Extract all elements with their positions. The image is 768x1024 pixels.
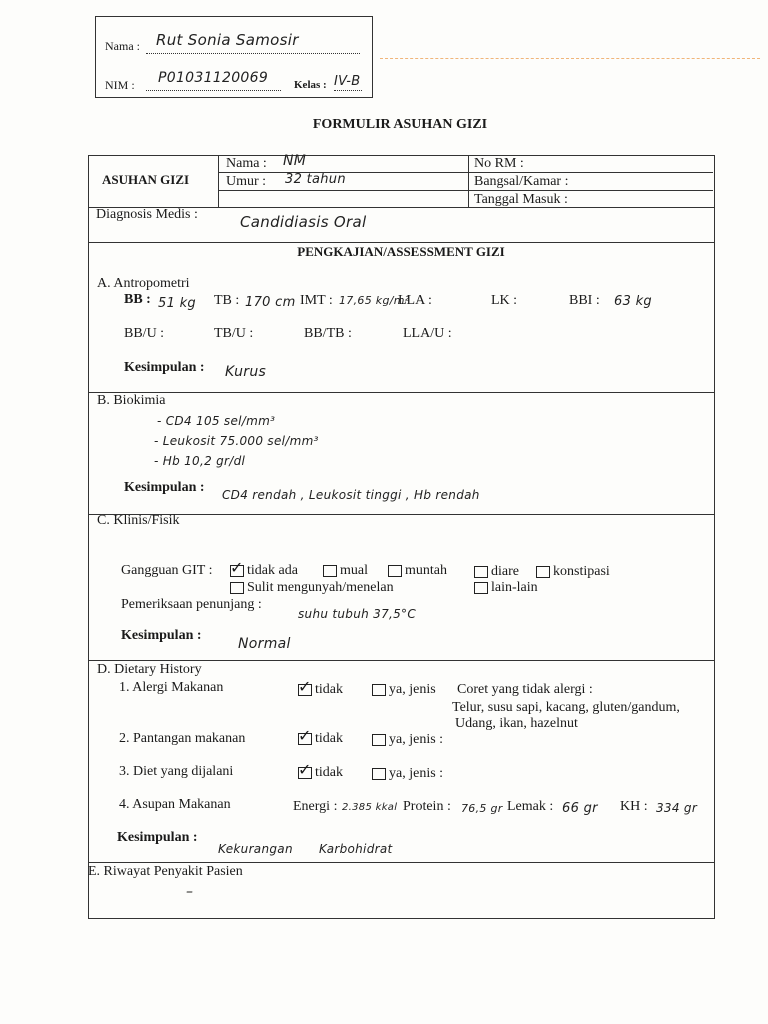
- checkbox-muntah[interactable]: [388, 565, 402, 577]
- asupan-label: 4. Asupan Makanan: [119, 797, 231, 812]
- opt-muntah[interactable]: [388, 563, 447, 579]
- patient-age-label: Umur :: [226, 174, 267, 189]
- klinis-kesimpulan-label: Kesimpulan :: [121, 628, 202, 643]
- student-nim-value: P01031120069: [158, 70, 269, 86]
- student-nim-label: NIM :: [105, 78, 135, 92]
- checkbox-mual[interactable]: [323, 565, 337, 577]
- biokimia-kesimpulan-value: CD4 rendah , Leukosit tinggi , Hb rendah: [222, 488, 480, 502]
- klinis-kesimpulan-value: Normal: [238, 636, 291, 652]
- alergi-tidak[interactable]: [298, 676, 343, 698]
- student-kelas-value: IV-B: [334, 74, 361, 89]
- opt-mual-label: mual: [340, 563, 368, 578]
- diet-label: 3. Diet yang dijalani: [119, 764, 234, 779]
- pantangan-ya[interactable]: [372, 732, 443, 748]
- opt-tidak-ada-label: tidak ada: [247, 563, 298, 578]
- bangsal-label: Bangsal/Kamar :: [474, 174, 569, 189]
- patient-age-value: 32 tahun: [285, 172, 346, 187]
- form-title: FORMULIR ASUHAN GIZI: [312, 117, 488, 132]
- bb-label: BB :: [124, 292, 151, 307]
- check-icon: ✓: [298, 676, 312, 696]
- opt-diare[interactable]: [474, 564, 519, 580]
- penunjang-value: suhu tubuh 37,5°C: [298, 607, 417, 621]
- alergi-list-2: Udang, ikan, hazelnut: [455, 716, 578, 731]
- coret-label: Coret yang tidak alergi :: [457, 682, 593, 697]
- opt-sulit-label: Sulit mengunyah/menelan: [247, 580, 394, 595]
- biokimia-heading: B. Biokimia: [97, 393, 166, 408]
- opt-sulit[interactable]: [230, 580, 394, 596]
- lemak-value: 66 gr: [562, 801, 598, 816]
- protein-value: 76,5 gr: [461, 802, 503, 815]
- opt-lain-label: lain-lain: [491, 580, 538, 595]
- student-name-dotline: [146, 53, 360, 54]
- check-icon: ✓: [230, 557, 244, 577]
- alergi-list-1: Telur, susu sapi, kacang, gluten/gandum,: [452, 700, 680, 715]
- riwayat-value: –: [186, 884, 194, 900]
- pantangan-tidak[interactable]: [298, 725, 343, 747]
- lla-label: LLA :: [398, 293, 432, 308]
- checkbox-alergi-ya[interactable]: [372, 684, 386, 696]
- no-rm-label: No RM :: [474, 156, 524, 171]
- lk-label: LK :: [491, 293, 518, 308]
- diagnosis-value: Candidiasis Oral: [240, 213, 367, 231]
- biokimia-item-2: - Leukosit 75.000 sel/mm³: [154, 434, 319, 448]
- lemak-label: Lemak :: [507, 799, 554, 814]
- student-name-value: Rut Sonia Samosir: [156, 31, 299, 49]
- tbu-label: TB/U :: [214, 326, 254, 341]
- patient-name-value: NM: [283, 153, 307, 169]
- student-kelas-dotline: [334, 90, 362, 91]
- checkbox-konstipasi[interactable]: [536, 566, 550, 578]
- student-name-label: Nama :: [105, 39, 140, 53]
- penunjang-label: Pemeriksaan penunjang :: [121, 597, 262, 612]
- biokimia-item-3: - Hb 10,2 gr/dl: [154, 454, 246, 468]
- llau-label: LLA/U :: [403, 326, 452, 341]
- checkbox-diet-tidak[interactable]: [298, 759, 312, 779]
- antropometri-heading: A. Antropometri: [97, 276, 190, 291]
- dietary-kesimpulan-value: Kekurangan Karbohidrat: [218, 842, 393, 856]
- top-dotted-rule: [380, 58, 760, 59]
- checkbox-tidak-ada[interactable]: [230, 557, 244, 577]
- diet-tidak-label: tidak: [315, 765, 343, 780]
- alergi-ya[interactable]: [372, 682, 436, 698]
- student-kelas-label: Kelas :: [294, 79, 327, 91]
- student-header-box: [95, 16, 373, 98]
- checkbox-diet-ya[interactable]: [372, 768, 386, 780]
- kh-label: KH :: [620, 799, 648, 814]
- opt-konstipasi-label: konstipasi: [553, 564, 610, 579]
- alergi-tidak-label: tidak: [315, 682, 343, 697]
- assessment-title: PENGKAJIAN/ASSESSMENT GIZI: [297, 244, 505, 259]
- checkbox-pantangan-tidak[interactable]: [298, 725, 312, 745]
- pantangan-tidak-label: tidak: [315, 731, 343, 746]
- opt-lain[interactable]: [474, 580, 538, 596]
- checkbox-lain[interactable]: [474, 582, 488, 594]
- checkbox-alergi-tidak[interactable]: [298, 676, 312, 696]
- opt-muntah-label: muntah: [405, 563, 447, 578]
- diet-tidak[interactable]: [298, 759, 343, 781]
- bbi-label: BBI :: [569, 293, 600, 308]
- check-icon: ✓: [298, 759, 312, 779]
- imt-label: IMT :: [300, 293, 333, 308]
- diagnosis-label: Diagnosis Medis :: [96, 207, 198, 222]
- tb-value: 170 cm: [245, 295, 296, 310]
- tb-label: TB :: [214, 293, 240, 308]
- checkbox-sulit[interactable]: [230, 582, 244, 594]
- pantangan-label: 2. Pantangan makanan: [119, 731, 246, 746]
- biokimia-kesimpulan-label: Kesimpulan :: [124, 480, 205, 495]
- opt-mual[interactable]: [323, 563, 368, 579]
- opt-konstipasi[interactable]: [536, 564, 610, 580]
- check-icon: ✓: [298, 725, 312, 745]
- alergi-label: 1. Alergi Makanan: [119, 680, 224, 695]
- tanggal-masuk-label: Tanggal Masuk :: [474, 192, 568, 207]
- diet-ya-label: ya, jenis :: [389, 766, 444, 781]
- dietary-kesimpulan-label: Kesimpulan :: [117, 830, 198, 845]
- energi-label: Energi :: [293, 799, 338, 814]
- dietary-heading: D. Dietary History: [97, 662, 202, 677]
- antropometri-kesimpulan-label: Kesimpulan :: [124, 360, 205, 375]
- klinis-heading: C. Klinis/Fisik: [97, 513, 180, 528]
- checkbox-diare[interactable]: [474, 566, 488, 578]
- asuhan-gizi-label: ASUHAN GIZI: [102, 172, 190, 187]
- git-label: Gangguan GIT :: [121, 563, 213, 578]
- kh-value: 334 gr: [656, 801, 698, 815]
- riwayat-heading: E. Riwayat Penyakit Pasien: [88, 864, 243, 879]
- biokimia-item-1: - CD4 105 sel/mm³: [157, 414, 276, 428]
- opt-diare-label: diare: [491, 564, 519, 579]
- bbi-value: 63 kg: [614, 294, 652, 309]
- bb-value: 51 kg: [158, 296, 196, 311]
- alergi-ya-label: ya, jenis: [389, 682, 436, 697]
- energi-value: 2.385 kkal: [342, 802, 398, 813]
- imt-value: 17,65 kg/m²: [339, 294, 410, 307]
- bbu-label: BB/U :: [124, 326, 165, 341]
- pantangan-ya-label: ya, jenis :: [389, 732, 444, 747]
- diet-ya[interactable]: [372, 766, 443, 782]
- bbtb-label: BB/TB :: [304, 326, 352, 341]
- opt-tidak-ada[interactable]: [230, 557, 298, 579]
- patient-name-label: Nama :: [226, 156, 267, 171]
- student-nim-dotline: [146, 90, 281, 91]
- checkbox-pantangan-ya[interactable]: [372, 734, 386, 746]
- protein-label: Protein :: [403, 799, 451, 814]
- antropometri-kesimpulan-value: Kurus: [225, 364, 267, 380]
